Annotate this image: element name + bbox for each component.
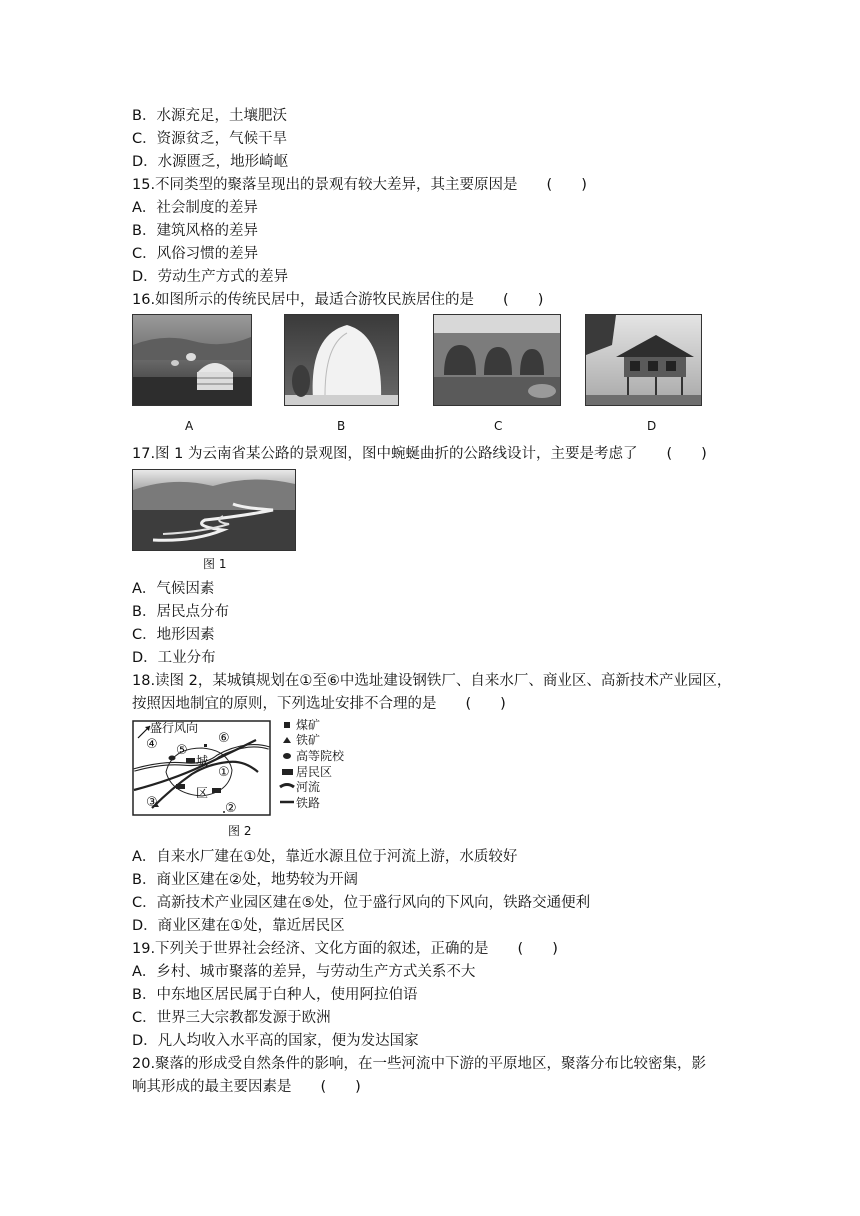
legend-residential: 居民区 <box>296 765 333 779</box>
figure-1-caption: 图 1 <box>203 557 227 571</box>
q15-option-d: D．劳动生产方式的差异 <box>132 269 289 285</box>
photo-yurt <box>132 314 252 406</box>
q19-option-c: C．世界三大宗教都发源于欧洲 <box>132 1010 331 1026</box>
site-5: ⑤ <box>176 743 188 758</box>
q17-option-b: B．居民点分布 <box>132 604 229 620</box>
figure-2-map <box>132 718 372 818</box>
q19-option-a: A．乡村、城市聚落的差异，与劳动生产方式关系不大 <box>132 964 476 980</box>
q18-option-d: D．商业区建在①处，靠近居民区 <box>132 918 345 934</box>
q20-stem-line2: 响其形成的最主要因素是 ( ) <box>132 1079 361 1095</box>
legend-iron-mine: 铁矿 <box>296 733 321 747</box>
site-4: ④ <box>146 737 158 752</box>
q18-option-c: C．高新技术产业园区建在⑤处，位于盛行风向的下风向，铁路交通便利 <box>132 895 591 911</box>
q18-stem-line2: 按照因地制宜的原则，下列选址安排不合理的是 ( ) <box>132 696 506 712</box>
legend-college: 高等院校 <box>296 749 345 763</box>
q17-stem: 17.图 1 为云南省某公路的景观图，图中蜿蜒曲折的公路线设计，主要是考虑了 ( ) <box>132 446 707 462</box>
site-6: ⑥ <box>218 731 230 746</box>
q16-label-a: A <box>185 419 194 433</box>
photo-igloo <box>284 314 399 406</box>
q14-option-b: B．水源充足，土壤肥沃 <box>132 108 287 124</box>
photo-winding-road <box>132 469 296 551</box>
q16-label-d: D <box>647 419 657 433</box>
q15-option-b: B．建筑风格的差异 <box>132 223 258 239</box>
q18-option-b: B．商业区建在②处，地势较为开阔 <box>132 872 358 888</box>
photo-cave-dwelling <box>433 314 561 406</box>
map-city-label: 城 <box>196 754 209 768</box>
q19-option-b: B．中东地区居民属于白种人，使用阿拉伯语 <box>132 987 418 1003</box>
site-3: ③ <box>146 795 158 810</box>
q14-option-d: D．水源匮乏，地形崎岖 <box>132 154 289 170</box>
q15-option-c: C．风俗习惯的差异 <box>132 246 259 262</box>
wind-direction-label: 盛行风向 <box>150 721 199 735</box>
q19-option-d: D．凡人均收入水平高的国家，便为发达国家 <box>132 1033 419 1049</box>
q16-label-c: C <box>494 419 503 433</box>
figure-2-caption: 图 2 <box>228 824 252 838</box>
q18-option-a: A．自来水厂建在①处，靠近水源且位于河流上游，水质较好 <box>132 849 518 865</box>
q14-option-c: C．资源贫乏，气候干旱 <box>132 131 288 147</box>
q15-stem: 15.不同类型的聚落呈现出的景观有较大差异，其主要原因是 ( ) <box>132 177 587 193</box>
legend-coal-mine: 煤矿 <box>296 718 321 732</box>
q15-option-a: A．社会制度的差异 <box>132 200 258 216</box>
site-2: ② <box>225 801 237 816</box>
q17-option-d: D．工业分布 <box>132 650 216 666</box>
legend-river: 河流 <box>296 780 321 794</box>
photo-stilt-house <box>585 314 702 406</box>
q18-stem-line1: 18.读图 2，某城镇规划在①至⑥中选址建设钢铁厂、自来水厂、商业区、高新技术产业园区， <box>132 673 732 689</box>
legend-railway: 铁路 <box>296 796 321 810</box>
q17-option-c: C．地形因素 <box>132 627 215 643</box>
q16-stem: 16.如图所示的传统民居中，最适合游牧民族居住的是 ( ) <box>132 292 544 308</box>
map-district-label: 区 <box>196 786 209 800</box>
q17-option-a: A．气候因素 <box>132 581 215 597</box>
site-1: ① <box>218 765 230 780</box>
q16-label-b: B <box>337 419 346 433</box>
q20-stem-line1: 20.聚落的形成受自然条件的影响，在一些河流中下游的平原地区，聚落分布比较密集，影 <box>132 1056 707 1072</box>
q19-stem: 19.下列关于世界社会经济、文化方面的叙述，正确的是 ( ) <box>132 941 558 957</box>
